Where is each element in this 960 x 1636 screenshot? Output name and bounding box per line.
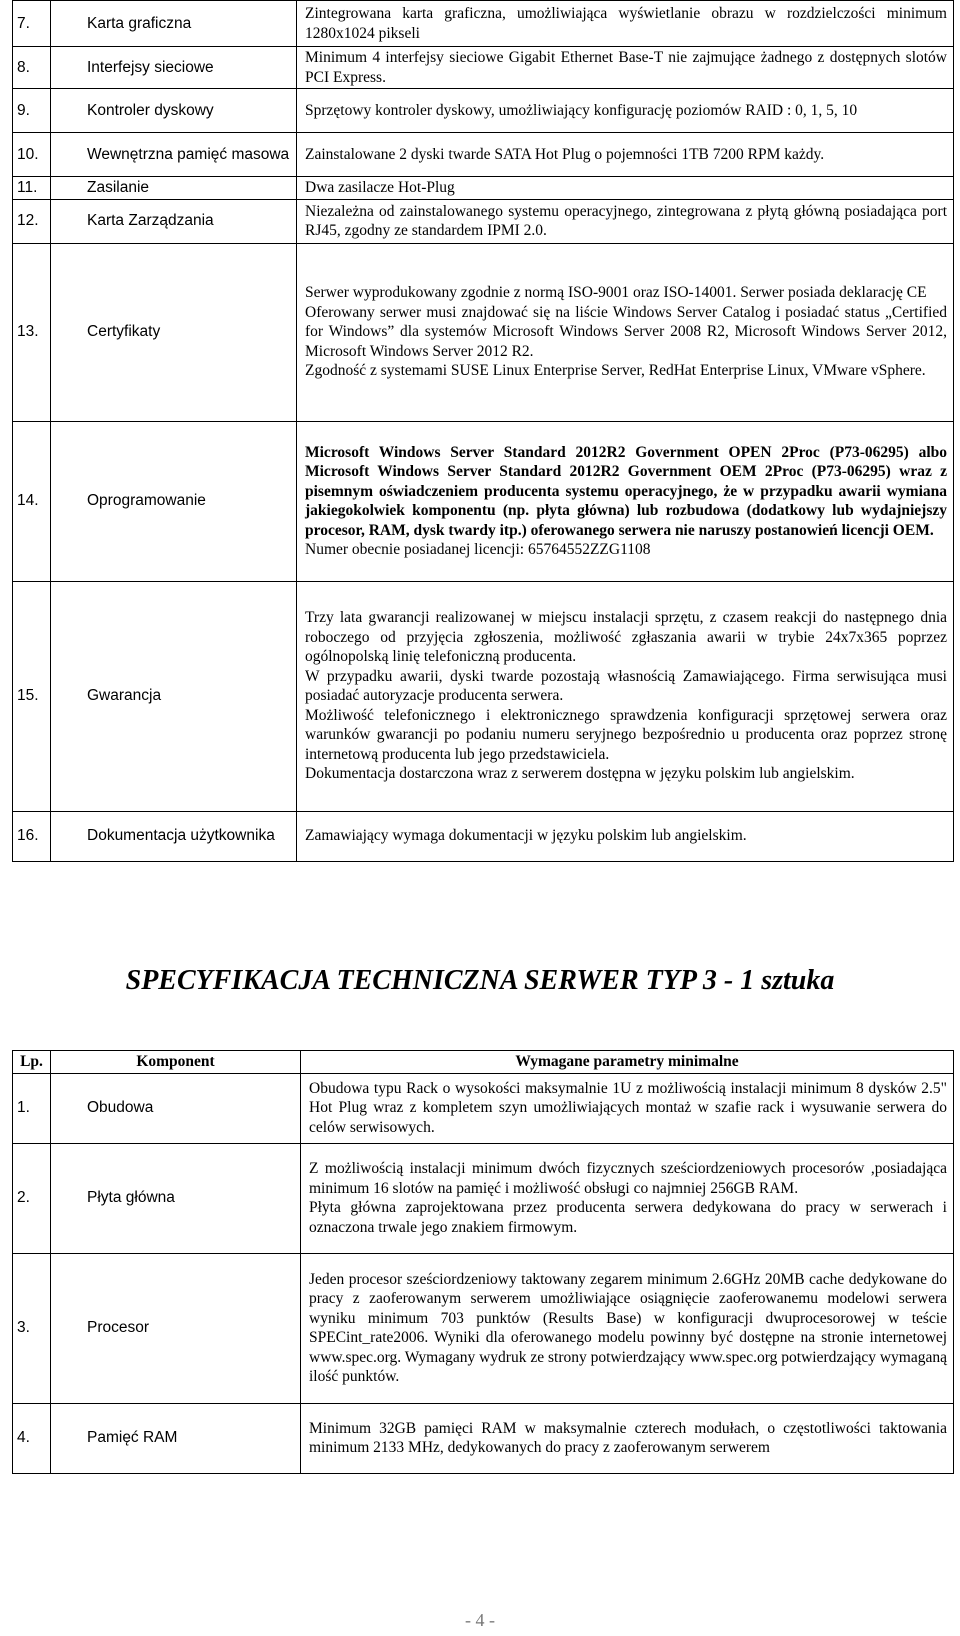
requirement-text: Jeden procesor sześciordzeniowy taktowany zegarem minimum 2.6GHz 20MB cache dedykowane do pracy z zaoferowanym serwerem umożliwiające osiągnięcie zaoferowanemu modelowi serwera wyniku minimum 703 punktów (Results Base) w konfiguracji dwuprocesorowej w teście SPECint_rate2006. Wyniki dla oferowanego modelu powinny być dostępne na stronie internetowej www.spec.org. Wymagany wydruk ze strony potwierdzający www.spec.org potwierdzający wymaganą ilość punktów. <box>309 1270 947 1385</box>
component-name: Interfejsy sieciowe <box>51 47 297 89</box>
table-row <box>13 1403 954 1473</box>
table-row <box>13 581 954 811</box>
component-requirements <box>297 1 954 47</box>
component-name: Karta Zarządzania <box>51 199 297 243</box>
header-component: Komponent <box>51 1051 301 1074</box>
table-row <box>13 133 954 177</box>
requirement-text: Trzy lata gwarancji realizowanej w miejscu instalacji sprzętu, z czasem reakcji do następnego dnia roboczego od przyjęcia zgłoszenia, możliwość zgłaszania awarii w trybie 24x7x365 poprzez ogólnopolską linię telefoniczną producenta. <box>305 609 947 666</box>
row-number: 14. <box>13 421 51 581</box>
component-name: Płyta główna <box>51 1143 301 1253</box>
table-row <box>13 1253 954 1403</box>
component-requirements <box>297 421 954 581</box>
component-name: Procesor <box>51 1253 301 1403</box>
component-requirements <box>301 1403 954 1473</box>
spec-table-continued <box>12 0 954 862</box>
section-title: SPECYFIKACJA TECHNICZNA SERWER TYP 3 - 1 sztuka <box>125 965 835 996</box>
component-name: Zasilanie <box>51 177 297 200</box>
row-number: 7. <box>13 1 51 47</box>
component-requirements <box>297 177 954 200</box>
table-row <box>13 199 954 243</box>
table-row <box>13 89 954 133</box>
component-name: Dokumentacja użytkownika <box>51 811 297 861</box>
component-requirements <box>301 1073 954 1143</box>
component-name: Certyfikaty <box>51 243 297 421</box>
table-row <box>13 243 954 421</box>
row-number: 4. <box>13 1403 51 1473</box>
component-requirements <box>297 581 954 811</box>
header-lp: Lp. <box>13 1051 51 1074</box>
requirement-text: Dokumentacja dostarczona wraz z serwerem dostępna w języku polskim lub angielskim. <box>305 765 855 783</box>
row-number: 3. <box>13 1253 51 1403</box>
row-number: 2. <box>13 1143 51 1253</box>
component-requirements <box>297 243 954 421</box>
row-number: 10. <box>13 133 51 177</box>
component-requirements <box>297 811 954 861</box>
row-number: 8. <box>13 47 51 89</box>
component-requirements <box>301 1143 954 1253</box>
component-requirements <box>301 1253 954 1403</box>
requirement-text: Zintegrowana karta graficzna, umożliwiająca wyświetlanie obrazu w rozdzielczości minimum 1280x1024 pikseli <box>305 5 947 42</box>
requirement-text: Numer obecnie posiadanej licencji: 65764552ZZG1108 <box>305 541 651 558</box>
table-header-row <box>13 1051 954 1074</box>
table-row <box>13 177 954 200</box>
spec-table-server-type-3 <box>12 1050 954 1474</box>
requirement-text-bold: Microsoft Windows Server Standard 2012R2 Government OPEN 2Proc (P73-06295) albo Microsoft Windows Server Standard 2012R2 Government OEM 2Proc (P73-06295) wraz z pisemnym oświadczeniem producenta systemu operacyjnego, że w przypadku awarii wymiana jakiegokolwiek komponentu (np. płyta główna) lub rozbudowa (dodatkowy lub wydajniejszy procesor, RAM, dysk twardy itp.) oferowanego serwera nie naruszy postanowień licencji OEM. <box>305 443 947 539</box>
requirement-text: Zamawiający wymaga dokumentacji w języku polskim lub angielskim. <box>305 827 747 845</box>
header-params: Wymagane parametry minimalne <box>301 1051 954 1074</box>
requirement-text: Zgodność z systemami SUSE Linux Enterprise Server, RedHat Enterprise Linux, VMware vSphere. <box>305 362 926 380</box>
requirement-text: Z możliwością instalacji minimum dwóch fizycznych sześciordzeniowych procesorów ,posiadająca minimum 16 slotów na pamięć i możliwość obsługi co najmniej 256GB RAM. <box>309 1160 947 1197</box>
table-row <box>13 811 954 861</box>
component-requirements <box>297 47 954 89</box>
row-number: 16. <box>13 811 51 861</box>
requirement-text: Niezależna od zainstalowanego systemu operacyjnego, zintegrowana z płytą główną posiadająca port RJ45, zgodny ze standardem IPMI 2.0. <box>305 202 947 239</box>
requirement-text: Minimum 4 interfejsy sieciowe Gigabit Ethernet Base-T nie zajmujące żadnego z dostępnych slotów PCI Express. <box>305 49 947 86</box>
page-number: - 4 - <box>465 1610 495 1630</box>
table-row <box>13 1143 954 1253</box>
table-row <box>13 1073 954 1143</box>
table-row <box>13 1 954 47</box>
table-row <box>13 421 954 581</box>
requirement-text: Dwa zasilacze Hot-Plug <box>305 179 455 196</box>
component-requirements <box>297 199 954 243</box>
requirement-text: Możliwość telefonicznego i elektronicznego sprawdzenia konfiguracji sprzętowej serwera oraz warunków gwarancji po podaniu numeru seryjnego bezpośrednio u producenta oraz poprzez stronę internetową producenta lub jego przedstawiciela. <box>305 706 947 763</box>
component-name: Obudowa <box>51 1073 301 1143</box>
table-row <box>13 47 954 89</box>
requirement-text: Sprzętowy kontroler dyskowy, umożliwiający konfigurację poziomów RAID : 0, 1, 5, 10 <box>305 101 858 119</box>
row-number: 9. <box>13 89 51 133</box>
component-name: Wewnętrzna pamięć masowa <box>51 133 297 177</box>
row-number: 15. <box>13 581 51 811</box>
requirement-text: Oferowany serwer musi znajdować się na liście Windows Server Catalog i posiadać status „Certified for Windows” dla systemów Microsoft Windows Server 2008 R2, Microsoft Windows Server 2012, Microsoft Windows Server 2012 R2. <box>305 303 947 360</box>
requirement-text: Minimum 32GB pamięci RAM w maksymalnie czterech modułach, o częstotliwości taktowania minimum 2133 MHz, dedykowanych do pracy z zaoferowanym serwerem <box>309 1419 947 1456</box>
row-number: 13. <box>13 243 51 421</box>
component-requirements <box>297 133 954 177</box>
component-name: Kontroler dyskowy <box>51 89 297 133</box>
requirement-text: Serwer wyprodukowany zgodnie z normą ISO-9001 oraz ISO-14001. Serwer posiada deklarację CE <box>305 284 927 302</box>
row-number: 11. <box>13 177 51 200</box>
component-name: Pamięć RAM <box>51 1403 301 1473</box>
row-number: 1. <box>13 1073 51 1143</box>
component-name: Karta graficzna <box>51 1 297 47</box>
requirement-text: Zainstalowane 2 dyski twarde SATA Hot Plug o pojemności 1TB 7200 RPM każdy. <box>305 145 825 163</box>
component-name: Oprogramowanie <box>51 421 297 581</box>
requirement-text: W przypadku awarii, dyski twarde pozostają własnością Zamawiającego. Firma serwisująca musi posiadać autoryzacje producenta serwera. <box>305 667 947 705</box>
row-number: 12. <box>13 199 51 243</box>
requirement-text: Płyta główna zaprojektowana przez producenta serwera dedykowana do pracy w serwerach i oznaczona trwale jego znakiem firmowym. <box>309 1199 947 1236</box>
requirement-text: Obudowa typu Rack o wysokości maksymalnie 1U z możliwością instalacji minimum 8 dysków 2.5" Hot Plug wraz z kompletem szyn umożliwiających montaż w szafie rack i wysuwanie serwera do celów serwisowych. <box>309 1079 947 1136</box>
component-name: Gwarancja <box>51 581 297 811</box>
component-requirements <box>297 89 954 133</box>
